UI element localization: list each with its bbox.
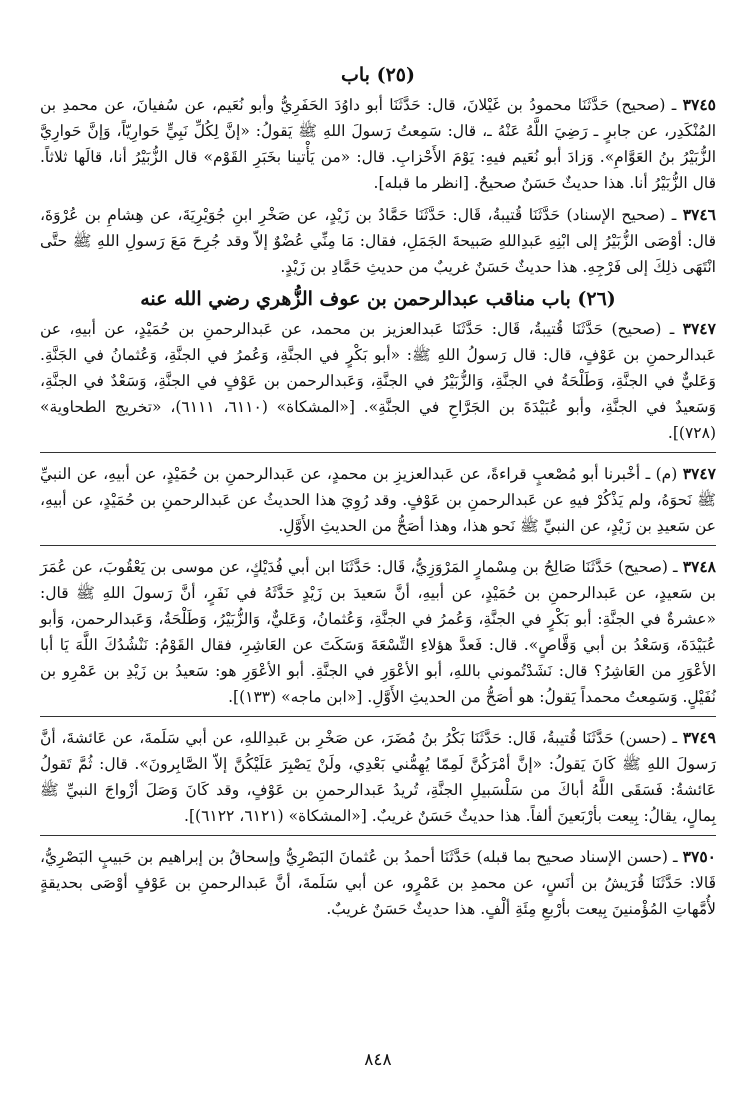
dash-separator: ـ	[671, 96, 677, 114]
hadith-number: ٣٧٤٦	[682, 205, 716, 224]
hadith-grade: (صحيح الإسناد)	[566, 206, 666, 224]
dash-separator: ـ	[645, 465, 651, 483]
hadith-number: ٣٧٥٠	[682, 847, 716, 866]
divider	[40, 835, 716, 836]
section-title: (٢٦) باب مناقب عبدالرحمن بن عوف الزُّهري رضي الله عنه	[140, 288, 616, 310]
hadith-number: ٣٧٤٧	[682, 464, 716, 483]
hadith-entry	[40, 554, 716, 710]
hadith-grade: (حسن)	[619, 729, 667, 747]
page-number: ٨٤٨	[364, 1050, 392, 1070]
hadith-text: حَدَّثَنَا صَالِحُ بن مِسْمارٍ المَرْوَزِيُّ، قَال: حَدَّثَنَا ابن أبي فُدَيْكٍ، عن موسى بن يَعْقُوبَ، عن عُمَرَ بن سَعيدٍ، عن عَبدالرحمنِ بن حُمَيْدٍ، عن أبيهِ، أنَّ سَعيدَ بن زَيْدٍ حَدَّثَهُ في نَفَرٍ، أنَّ رَسولَ اللهِ ﷺ قال: «عشرةٌ في الجنَّةِ: أبو بَكْرٍ في الجنَّةِ، وَعُمرُ في الجنَّةِ، وَعُثمانُ، وَعَليٌّ، وَالزُّبَيْرُ، وَطَلْحَةُ، وَعَبدالرحمن، وَأبو عُبَيْدَةَ، وَسَعْدُ بن أبي وَقَّاصٍ». قال: فَعدَّ هؤلاءِ التِّسْعَةَ وَسَكَتَ عن العَاشِرِ، فقال القَوْمُ: نَنْشُدُكَ اللَّهَ يَا أبا الأعْوَرِ من العَاشِرُ؟ قال: نَشَدْتُموني باللهِ، أبو الأعْوَرِ في الجنَّةِ. أبو الأعْوَرِ هو: سَعيدُ بن زَيْدِ بن عَمْرِو بن نُفَيْلٍ. وَسَمِعتُ محمداً يَقولُ: هو أصَحُّ من الحديثِ الأَوَّلِ. [«ابن ماجه» (١٣٣)].	[40, 558, 716, 706]
divider	[40, 545, 716, 546]
hadith-number: ٣٧٤٨	[682, 557, 717, 576]
hadith-text: أخْبرنا أبو مُصْعبٍ قراءةً، عن عَبدالعزيزِ بن محمدٍ، عن عَبدالرحمنِ بن حُمَيْدٍ، عن أبيهِ، عن النبيِّ ﷺ نَحوَهُ، ولم يَذْكُرْ فيهِ عن عَبدالرحمنِ بن عَوْفٍ. وقد رُوِيَ هذا الحديثُ عن عَبدالرحمنِ بن حُمَيْدٍ، عن أبيهِ، عن سَعيدِ بن زَيْدٍ، عن النبيِّ ﷺ نَحو هذا، وهذا أصَحُّ من الحديثِ الأَوَّلِ.	[40, 465, 716, 535]
hadith-text: حَدَّثَنَا قُتيبةُ، قَال: حَدَّثَنَا عَبدالعزيز بن محمد، عن عَبدالرحمنِ بن حُمَيْدٍ، عن أبيهِ، عن عَبدالرحمنِ بن عَوْفٍ، قال: قال رَسولُ اللهِ ﷺ: «أبو بَكْرٍ في الجنَّةِ، وَعُمرُ في الجنَّةِ، وَعُثمانُ في الجَنَّةِ. وَعَليٌّ في الجنَّةِ، وَطَلْحَةُ في الجنَّةِ، وَالزُّبَيْرُ في الجنَّةِ، وَعَبدالرحمن بن عَوْفٍ في الجنَّةِ، وَسَعْدٌ في الجنَّةِ، وَسَعيدٌ في الجنَّةِ، وأبو عُبَيْدَةَ بن الجَرَّاحِ في الجنَّةِ». [«المشكاة» (٦١١٠، ٦١١١)، «تخريج الطحاوية» (٧٢٨)].	[40, 320, 716, 442]
divider	[40, 716, 716, 717]
dash-separator: ـ	[669, 320, 675, 338]
hadith-grade: (صحيح)	[615, 96, 666, 114]
hadith-entry	[40, 461, 716, 539]
dash-separator: ـ	[672, 729, 677, 747]
hadith-grade: (حسن الإسناد صحيح بما قبله)	[476, 848, 668, 866]
hadith-entry	[40, 202, 716, 280]
dash-separator: ـ	[671, 206, 677, 224]
hadith-number: ٣٧٤٧	[682, 319, 716, 338]
hadith-text: حَدَّثَنَا محمودُ بن غَيْلانَ، قال: حَدَّثَنَا أبو داوُدَ الحَفَرِيُّ وأبو نُعَيم، عن سُفيانَ، عن محمدِ بن المُنْكَدِر، عن جابرٍ ـ رَضِيَ اللَّهُ عَنْهُ ـ، قال: سَمِعتُ رَسولَ اللهِ ﷺ يَقولُ: «إنَّ لِكُلِّ نَبِيٍّ حَوارِيّاً، وَإنَّ حَوارِيَّ الزُّبَيْرُ بنُ العَوَّامِ». وَزادَ أبو نُعَيم فيهِ: يَوْمَ الأَحْزابِ. قال: «من يَأْتينا بخَبَرِ القَوْم» قال الزُّبَيْرُ أنا، قالَها ثلاثاً. قال الزُّبَيْرُ أنا. هذا حديثٌ حَسَنٌ صحيحٌ. [انظر ما قبله].	[40, 96, 716, 192]
hadith-entry	[40, 725, 716, 829]
divider	[40, 452, 716, 453]
hadith-number: ٣٧٤٥	[682, 95, 716, 114]
hadith-text: حَدَّثَنَا قُتيبةُ، قَال: حَدَّثَنَا حَمَّادُ بن زَيْدٍ، عن صَخْرِ ابنِ جُوَيْرِيَةَ، عن هِشامِ بن عُرْوَةَ، قال: أوْصَى الزُّبَيْرُ إلى ابْنِهِ عَبدِاللهِ صَبيحةَ الجَمَلِ، فقال: مَا مِنِّي عُضْوٌ إلاّ وقد جُرِحَ مَعَ رَسولِ اللهِ ﷺ حتَّى انْتَهَى ذلِكَ إلى فَرْجِهِ. هذا حديثٌ حَسَنٌ غريبٌ من حديثِ حَمَّادِ بن زَيْدٍ.	[40, 206, 716, 276]
dash-separator: ـ	[673, 848, 678, 866]
section-title: (٢٥) باب	[341, 64, 415, 86]
hadith-entry	[40, 316, 716, 446]
hadith-grade: (صحيح)	[617, 558, 668, 576]
hadith-entry	[40, 844, 716, 922]
hadith-grade: (صحيح)	[611, 320, 662, 338]
dash-separator: ـ	[673, 558, 678, 576]
hadith-number: ٣٧٤٩	[682, 728, 716, 747]
hadith-text: حَدَّثَنَا أحمدُ بن عُثمانَ البَصْرِيُّ وإسحاقُ بن إبراهيم بن حَبيبٍ البَصْرِيُّ، قَالا: حَدَّثَنَا قُرَيشُ بن أنَسٍ، عن محمدِ بن عَمْرٍو، عن أبي سَلَمةَ، أنَّ عَبدالرحمنِ بن عَوْفٍ أوْصَى بحديقةٍ لأُمَّهاتِ المُؤْمنينَ بِيعت بأرْبعِ مِئَةِ ألْفٍ. هذا حديثٌ حَسَنٌ غريبٌ.	[40, 848, 716, 918]
hadith-entry	[40, 92, 716, 196]
hadith-grade: (م)	[655, 465, 678, 483]
hadith-text: حَدَّثَنَا قُتيبةُ، قَال: حَدَّثَنَا بَكْرُ بنُ مُضَرَ، عن صَخْرِ بن عَبدِاللهِ، عن أبي سَلَمةَ، عن عَائشةَ، أنَّ رَسولَ اللهِ ﷺ كَانَ يَقولُ: «إنَّ أمْرَكُنَّ لَمِمّا يُهِمُّني بَعْدِي، ولَنْ يَصْبِرَ عَلَيْكُنَّ إلاّ الصَّابِرونَ». قال: ثُمَّ تَقولُ عَائشةُ: فَسَقَى اللَّهُ أباكَ من سَلْسَبيلِ الجنَّةِ، تُريدُ عَبدالرحمنِ بن عَوْفٍ، وقد كَانَ وَصَلَ أزْواجَ النبيِّ ﷺ بِمالٍ، يقالُ: بِيعت بأرْبَعينَ ألفاً. هذا حديثٌ حَسَنٌ غريبٌ. [«المشكاة» (٦١٢١، ٦١٢٢)].	[40, 729, 716, 825]
